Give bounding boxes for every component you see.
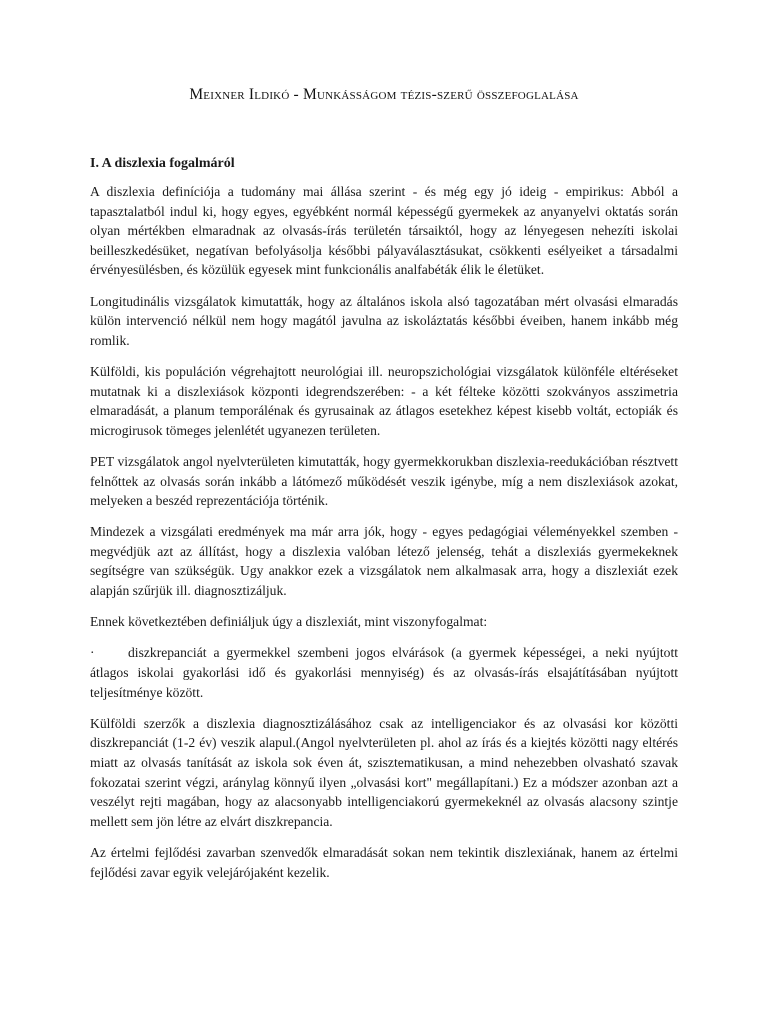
document-title: Meixner Ildikó - Munkásságom tézis-szerű összefoglalása [189, 86, 579, 103]
bullet-item [90, 643, 678, 702]
paragraph-intellectual: Az értelmi fejlődési zavarban szenvedők elmaradását sokan nem tekintik diszlexiának, hanem az értelmi fejlődési zavar egyik velejárójaként kezelik. [90, 844, 678, 880]
paragraph-results: Mindezek a vizsgálati eredmények ma már arra jók, hogy - egyes pedagógiai véleményekkel szemben - megvédjük azt az állítást, hogy a diszlexia valóban létező jelenség, tehát a diszlexiás gyermekeknek segítségre van szükségük. Ugy anakkor ezek a vizsgálatok nem alkalmasak arra, hogy a diszlexiát ezek alapján szűrjük ill. diagnosztizáljuk. [90, 524, 678, 599]
paragraph-neurological: Külföldi, kis populáción végrehajtott neurológiai ill. neuropszichológiai vizsgálatok különféle eltéréseket mutatnak ki a diszlexiások központi idegrendszerében: - a két félteke közötti szokványos asszimetria elmaradását, a planum temporálénak és gyrusainak az átlagos esetekhez képest kisebb voltát, ectopiák és microgirusok tömeges jelenlétét ugyanezen területen. [90, 363, 678, 438]
paragraph-pet: PET vizsgálatok angol nyelvterületen kimutatták, hogy gyermekkorukban diszlexia-reedukációban résztvett felnőttek az olvasás során inkább a látómező működését veszik igénybe, míg a nem diszlexiások azokat, melyeken a beszéd reprezentációja történik. [90, 453, 678, 509]
paragraph-longitudinal: Longitudinális vizsgálatok kimutatták, hogy az általános iskola alsó tagozatában mért olvasási elmaradás külön intervenció nélkül nem hogy magától javulna az iskoláztatás későbbi éveiben, hanem inkább még romlik. [90, 293, 678, 348]
document-page [90, 86, 678, 894]
paragraph-consequence: Ennek következtében definiáljuk úgy a diszlexiát, mint viszonyfogalmat: [90, 614, 488, 630]
bullet-text: diszkrepanciát a gyermekkel szembeni jogos elvárások (a gyermek képességei, a neki nyújtott átlagos iskolai gyakorlási idő és gyakorlási mennyiség) és az olvasás-írás elsajátításában nyújtott teljesítménye között. [90, 645, 678, 700]
paragraph-foreign-authors: Külföldi szerzők a diszlexia diagnosztizálásához csak az intelligenciakor és az olvasási kor közötti diszkrepanciát (1-2 év) veszik alapul.(Angol nyelvterületen pl. ahol az írás és a kiejtés közötti nagy eltérés miatt az olvasás tanítását az iskola sok éven át, szisztematikusan, a mind nehezebben olvasható szavak fokozatai szerint végzi, aránylag könnyű ilyen „olvasási kort" megállapítani.) Ez a módszer azonban azt a veszélyt rejti magában, hogy az alacsonyabb intelligenciakorú gyermekeknél az olvasás alacsony szintje mellett sem jön létre az elvárt diszkrepancia. [90, 715, 678, 829]
section-heading: I. A diszlexia fogalmáról [90, 156, 235, 171]
bullet-marker: · [90, 645, 95, 661]
paragraph-definition: A diszlexia definíciója a tudomány mai állása szerint - és még egy jó ideig - empirikus: Abból a tapasztalatból indul ki, hogy egyes, egyébként normál képességű gyermekek az anyanyelvi oktatás során olyan mértékben elmaradnak az olvasás-írás területén társaiktól, hogy az lényegesen nehezíti iskolai beilleszkedésüket, negatívan befolyásolja későbbi pályaválasztásukat, csökkenti esélyeiket a társadalmi érvényesülésben, és közülük egyesek mint funkcionális analfabéták élik le életüket. [90, 184, 678, 278]
